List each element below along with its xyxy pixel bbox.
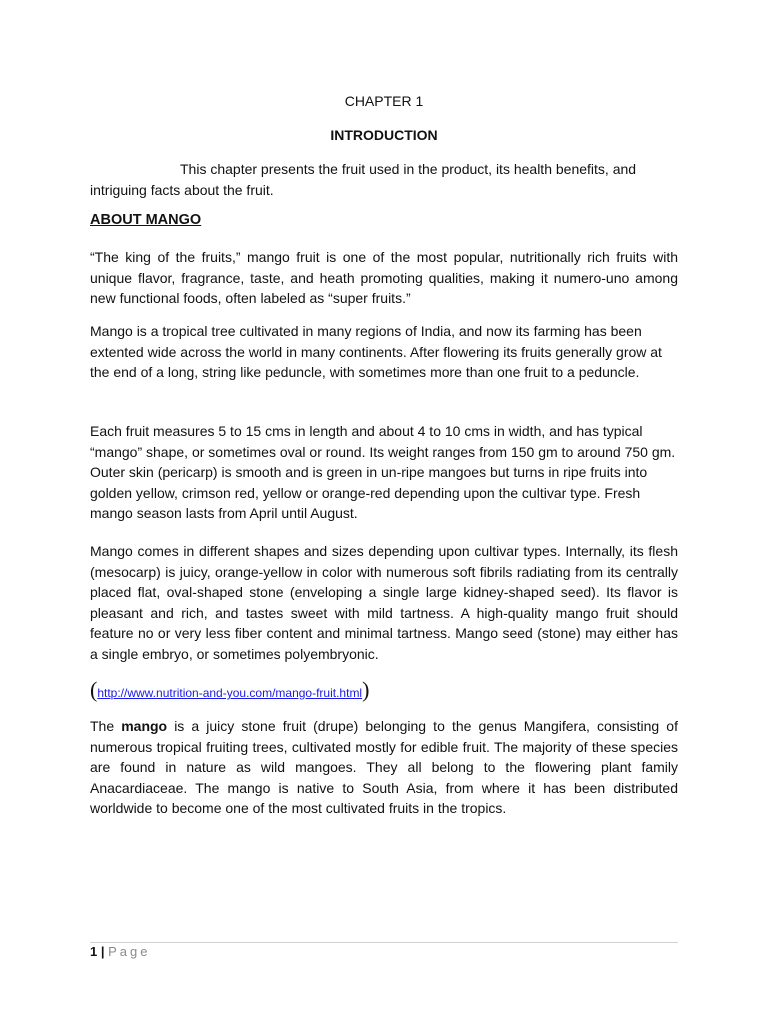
chapter-title: INTRODUCTION xyxy=(330,127,438,143)
footer-separator: | xyxy=(97,944,109,959)
paragraph-fruit-measures: Each fruit measures 5 to 15 cms in length and about 4 to 10 cms in width, and has typical “mango” shape, or sometimes oval or round. Its weight ranges from 150 gm to around 750 gm. Outer skin (pericarp) is smooth and is green in un-ripe mangoes but turns in ripe fruits into golden yellow, crimson red, yellow or orange-red depending upon the cultivar type. Fresh mango season lasts from April until August. xyxy=(90,423,676,521)
p5-rest-text: is a juicy stone fruit (drupe) belonging to the genus Mangifera, consisting of numerous tropical fruiting trees, cultivated mostly for edible fruit. The majority of these species are found in nature as wild mangoes. They all belong to the flowering plant family Anacardiaceae. The mango is native to South Asia, from where it has been distributed worldwide to become one of the most cultivated fruits in the tropics. xyxy=(90,718,678,816)
source-link[interactable]: http://www.nutrition-and-you.com/mango-fruit.html xyxy=(97,686,363,700)
page-footer xyxy=(90,944,150,959)
paragraph-tropical-tree: Mango is a tropical tree cultivated in many regions of India, and now its farming has been extented wide across the world in many continents. After flowering its fruits generally grow at the end of a long, string like peduncle, with sometimes more than one fruit to a peduncle. xyxy=(90,323,662,380)
paragraph-king-of-fruits: “The king of the fruits,” mango fruit is one of the most popular, nutritionally rich fruits with unique flavor, fragrance, taste, and heath promoting qualities, making it numero-uno among new functional foods, often labeled as “super fruits.” xyxy=(90,249,678,306)
section-heading: ABOUT MANGO xyxy=(90,212,202,228)
source-citation xyxy=(90,677,369,703)
page-number: 1 xyxy=(90,944,98,959)
p5-start-text: The xyxy=(90,718,122,734)
close-paren: ) xyxy=(362,677,370,702)
footer-divider xyxy=(90,942,678,943)
paragraph-mango-drupe xyxy=(90,716,678,819)
p5-bold-term: mango xyxy=(121,718,168,734)
paragraph-shapes-sizes: Mango comes in different shapes and sizes depending upon cultivar types. Internally, its flesh (mesocarp) is juicy, orange-yellow in color with numerous soft fibrils radiating from its centrally placed flat, oval-shaped stone (enveloping a single large kidney-shaped seed). Its flavor is pleasant and rich, and tastes sweet with mild tartness. A high-quality mango fruit should feature no or very less fiber content and minimal tartness. Mango seed (stone) may either has a single embryo, or sometimes polyembryonic. xyxy=(90,543,678,662)
open-paren: ( xyxy=(90,677,98,702)
page-label: Page xyxy=(108,944,151,959)
lead-paragraph: This chapter presents the fruit used in the product, its health benefits, and intriguing facts about the fruit. xyxy=(90,161,637,198)
chapter-label: CHAPTER 1 xyxy=(344,93,424,109)
